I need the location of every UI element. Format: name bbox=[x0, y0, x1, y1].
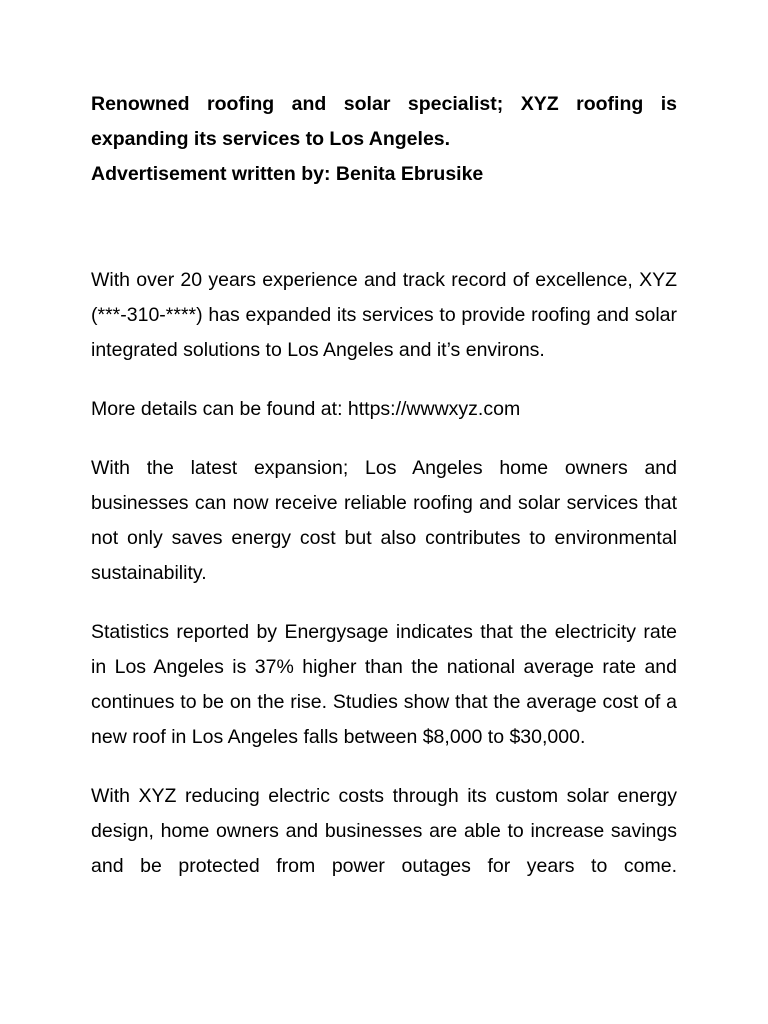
document-page bbox=[91, 87, 677, 908]
paragraph-intro: With over 20 years experience and track record of excellence, XYZ (***-310-****) has expanded its services to provide roofing and solar integrated solutions to Los Angeles and it’s environs. bbox=[91, 269, 677, 361]
byline: Advertisement written by: Benita Ebrusike bbox=[91, 163, 484, 185]
paragraph-expansion: With the latest expansion; Los Angeles home owners and businesses can now receive reliable roofing and solar services that not only saves energy cost but also contributes to environmental sustainability. bbox=[91, 457, 677, 584]
headline: Renowned roofing and solar specialist; XYZ roofing is expanding its services to Los Angeles. bbox=[91, 93, 677, 150]
paragraph-details-link: More details can be found at: https://wwwxyz.com bbox=[91, 398, 521, 420]
body-text bbox=[91, 263, 677, 884]
paragraph-savings: With XYZ reducing electric costs through its custom solar energy design, home owners and businesses are able to increase savings and be protected from power outages for years to come. bbox=[91, 785, 677, 877]
title-block bbox=[91, 87, 677, 192]
paragraph-statistics: Statistics reported by Energysage indicates that the electricity rate in Los Angeles is 37% higher than the national average rate and continues to be on the rise. Studies show that the average cost of a new roof in Los Angeles falls between $8,000 to $30,000. bbox=[91, 621, 677, 748]
